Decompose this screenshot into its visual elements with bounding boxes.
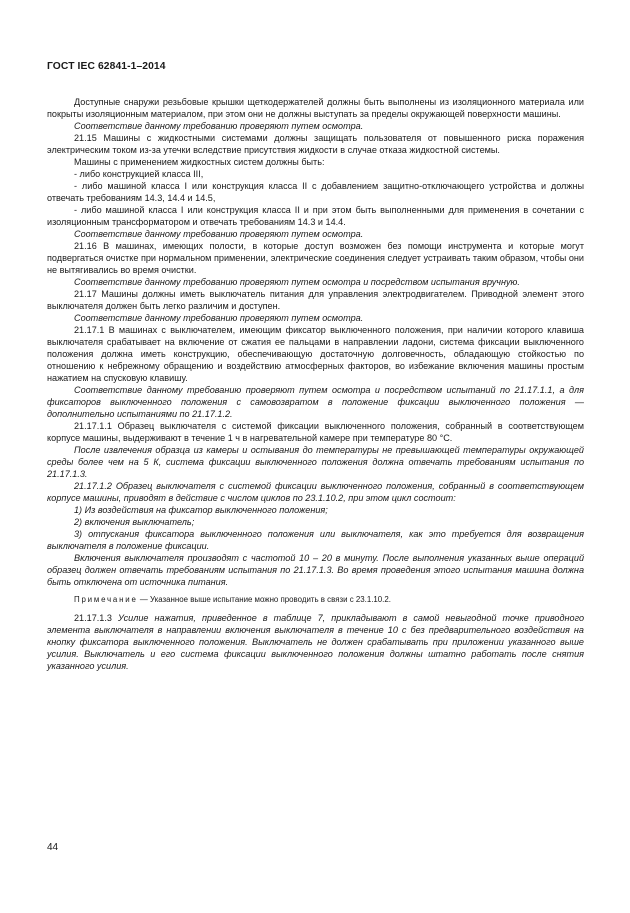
paragraph: 21.15 Машины с жидкостными системами должны защищать пользователя от повышенного риска поражения электрическим током из-за утечки вследствие присутствия жидкости в случае отказа жидкостной системы. (47, 133, 584, 155)
list-item: - либо машиной класса I или конструкция класса II с добавлением защитно-отключающего устройства и должны отвечать требованиям 14.3, 14.4 и 14.5, (47, 181, 584, 203)
paragraph: Включения выключателя производят с частотой 10 – 20 в минуту. После выполнения указанных выше операций образец должен отвечать требованиям испытания по 21.17.1.3. Во время проведения этого испытания машина должна быть отключена от источника питания. (47, 553, 584, 587)
paragraph: 21.17.1.2 Образец выключателя с системой фиксации выключенного положения, собранный в соответствующем корпусе машины, приводят в действие с числом циклов по 23.1.10.2, при этом цикл состоит: (47, 481, 584, 503)
paragraph: После извлечения образца из камеры и остывания до температуры не превышающей температуры окружающей среды более чем на 5 К, система фиксации выключенного положения должна отвечать требованиям испытания по 21.17.1.3. (47, 445, 584, 479)
list-item: 1) Из воздействия на фиксатор выключенного положения; (74, 505, 328, 515)
paragraph: Соответствие данному требованию проверяют путем осмотра. (74, 121, 364, 131)
page-number: 44 (47, 842, 59, 853)
list-item: 2) включения выключатель; (74, 517, 195, 527)
paragraph: 21.16 В машинах, имеющих полости, в которые доступ возможен без помощи инструмента и которые могут подвергаться очистке при нормальном применении, электрические соединения следует устраивать таким образом, чтобы они не вытягивались во время очистки. (47, 241, 584, 275)
list-item: 3) отпускания фиксатора выключенного положения или выключателя, как это требуется для возвращения выключателя в положение фиксации. (47, 529, 584, 551)
paragraph: Соответствие данному требованию проверяют путем осмотра. (74, 313, 364, 323)
paragraph: 21.17.1.1 Образец выключателя с системой фиксации выключенного положения, собранный в соответствующем корпусе машины, выдерживают в течение 1 ч в нагревательной камере при температуре 80 °С. (47, 421, 584, 443)
clause-number: 21.17.1.3 (74, 613, 112, 623)
note-label: Примечание (74, 595, 138, 604)
paragraph: Доступные снаружи резьбовые крышки щеткодержателей должны быть выполнены из изоляционного материала или покрыты изоляционным материалом, при этом они не должны выступать за пределы окружающей поверхности машины. (47, 97, 584, 119)
paragraph: 21.17.1 В машинах с выключателем, имеющим фиксатор выключенного положения, при наличии которого клавиша выключателя срабатывает на включение от сжатия ее пальцами в направлении ладони, система фиксации выключенного положения должна иметь конструкцию, обеспечивающую достаточную долговечность, обладающую стойкостью по отношению к небрежному обращению и воздействию атмосферных факторов, во избежание включения машины простым нажатием на спусковую клавишу. (47, 325, 584, 383)
paragraph-21-17-1-3 (47, 612, 584, 672)
note (47, 594, 584, 606)
paragraph: Соответствие данному требованию проверяют путем осмотра. (74, 229, 364, 239)
paragraph: Машины с применением жидкостных систем должны быть: (74, 157, 325, 167)
document-header: ГОСТ IEC 62841-1–2014 (47, 61, 166, 72)
clause-text: Усилие нажатия, приведенное в таблице 7, прикладывают в самой невыгодной точке приводного элемента выключателя в направлении включения выключателя в течение 10 с без предварительного воздействия на кнопку фиксатора выключенного положения. Выключатель не должен срабатывать при приложении указанного выше усилия. Выключатель и его система фиксации выключенного положения должны штатно работать после снятия указанного усилия. (47, 613, 585, 671)
note-text: — Указанное выше испытание можно проводить в связи с 23.1.10.2. (139, 595, 391, 604)
paragraph: 21.17 Машины должны иметь выключатель питания для управления электродвигателем. Приводной элемент этого выключателя должен быть легко различим и доступен. (47, 289, 584, 311)
document-body (47, 96, 584, 672)
paragraph: Соответствие данному требованию проверяют путем осмотра и посредством испытания вручную. (74, 277, 520, 287)
list-item: - либо машиной класса I или конструкция класса II и при этом быть выполненными для применения в сочетании с изоляционным трансформатором и отвечать требованиям 14.3 и 14.4. (47, 205, 584, 227)
list-item: - либо конструкцией класса III, (74, 169, 204, 179)
paragraph: Соответствие данному требованию проверяют путем осмотра и посредством испытаний по 21.17.1.1, а для фиксаторов выключенного положения с самовозвратом в положение фиксации выключенного положения — дополнительно испытаниями по 21.17.1.2. (47, 385, 584, 419)
